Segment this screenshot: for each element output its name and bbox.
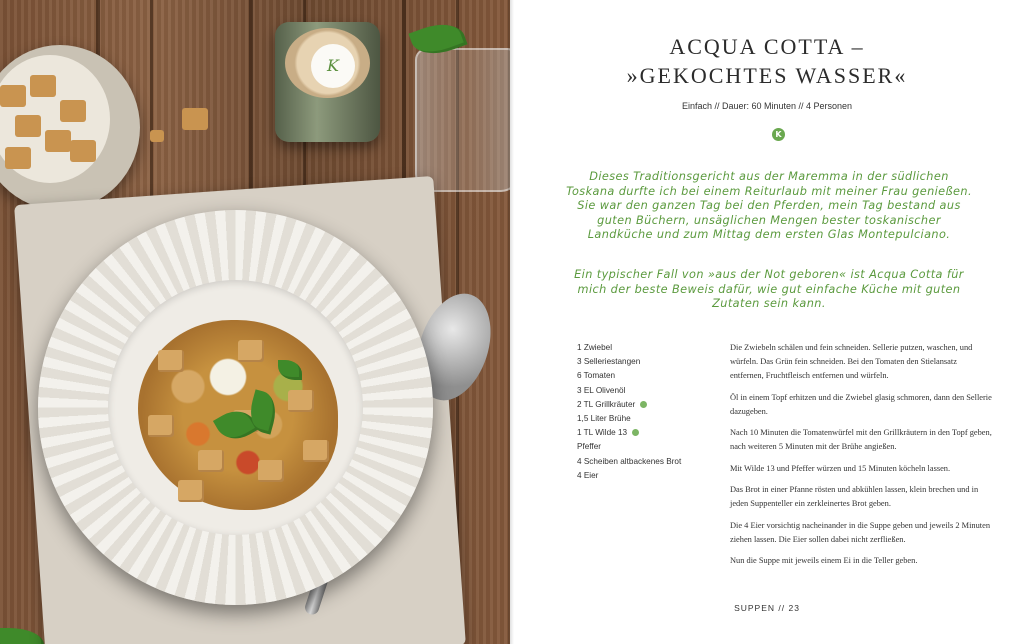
ingredient-item: 1 Zwiebel <box>577 343 613 352</box>
ingredient-item: 4 Eier <box>577 470 599 480</box>
instruction-step: Nun die Suppe mit jeweils einem Ei in die Teller geben. <box>730 556 918 565</box>
instruction-step: Die 4 Eier vorsichtig nacheinander in die Suppe geben und jeweils 2 Minuten ziehen lassen. Die Eier sollen dabei nicht zerfließen. <box>730 520 991 544</box>
intro-paragraph-1: Dieses Traditionsgericht aus der Maremma in der südlichen Toskana durfte ich bei einem Reiturlaub mit meiner Frau genießen. Sie war den ganzen Tag bei den Pferden, mein Tag bestand aus guten Büchern, unsäglichen Mengen bester toskanischer Landküche und zum Mittag dem ersten Glas Montepulciano. <box>566 170 972 242</box>
instruction-step: Die Zwiebeln schälen und fein schneiden. Sellerie putzen, waschen, und würfeln. Das Grün fein schneiden. Bei den Tomaten den Stielansatz entfernen, Fruchtfleisch entfernen und würfeln. <box>730 343 973 381</box>
crouton <box>150 130 164 142</box>
ingredient-item: 2 TL Grillkräuter <box>577 398 727 412</box>
ingredient-item: 4 Scheiben altbackenes Brot <box>577 456 682 466</box>
recipe-meta: Einfach // Dauer: 60 Minuten // 4 Personen <box>681 101 853 111</box>
instruction-step: Öl in einem Topf erhitzen und die Zwiebel glasig schmoren, dann den Sellerie dazugeben. <box>730 392 992 416</box>
instruction-step: Nach 10 Minuten die Tomatenwürfel mit den Grillkräutern in den Topf geben, nach weiteren 5 Minuten mit der Brühe angießen. <box>730 428 992 452</box>
page-footer: SUPPEN // 23 <box>734 603 800 613</box>
crouton-bowl <box>0 45 140 210</box>
brand-product-dot-icon <box>640 401 647 408</box>
spice-jar <box>275 22 380 142</box>
ingredient-item: Pfeffer <box>577 442 601 452</box>
instruction-step: Mit Wilde 13 und Pfeffer würzen und 15 Minuten köcheln lassen. <box>730 463 951 473</box>
recipe-page <box>514 0 1020 644</box>
basil-leaf <box>0 628 44 644</box>
crouton <box>182 108 208 130</box>
instruction-steps <box>730 341 992 575</box>
ingredient-item: 1,5 Liter Brühe <box>577 413 631 423</box>
ingredient-item: 1 TL Wilde 13 <box>577 426 727 440</box>
instruction-step: Das Brot in einer Pfanne rösten und abkühlen lassen, klein brechen und in jeden Suppenteller ein zerkleinertes Brot geben. <box>730 485 979 509</box>
brand-product-dot-icon <box>632 429 639 436</box>
ingredient-item: 6 Tomaten <box>577 371 616 381</box>
title-line-2: »GEKOCHTES WASSER« <box>626 63 908 88</box>
intro-paragraph-2: Ein typischer Fall von »aus der Not geboren« ist Acqua Cotta für mich der beste Beweis dafür, wie gut einfache Küche mit guten Zutaten sein kann. <box>574 268 964 311</box>
recipe-title <box>514 32 1020 90</box>
jar-logo: K <box>311 44 355 88</box>
ingredient-item: 3 Selleriestangen <box>577 357 641 367</box>
ingredient-item: 3 EL Olivenöl <box>577 385 626 395</box>
soup-plate <box>38 210 433 605</box>
soup <box>138 320 338 510</box>
water-glass <box>415 48 510 192</box>
ingredient-list <box>577 341 727 483</box>
title-line-1: ACQUA COTTA – <box>669 34 865 59</box>
brand-logo-icon: K <box>772 128 785 141</box>
